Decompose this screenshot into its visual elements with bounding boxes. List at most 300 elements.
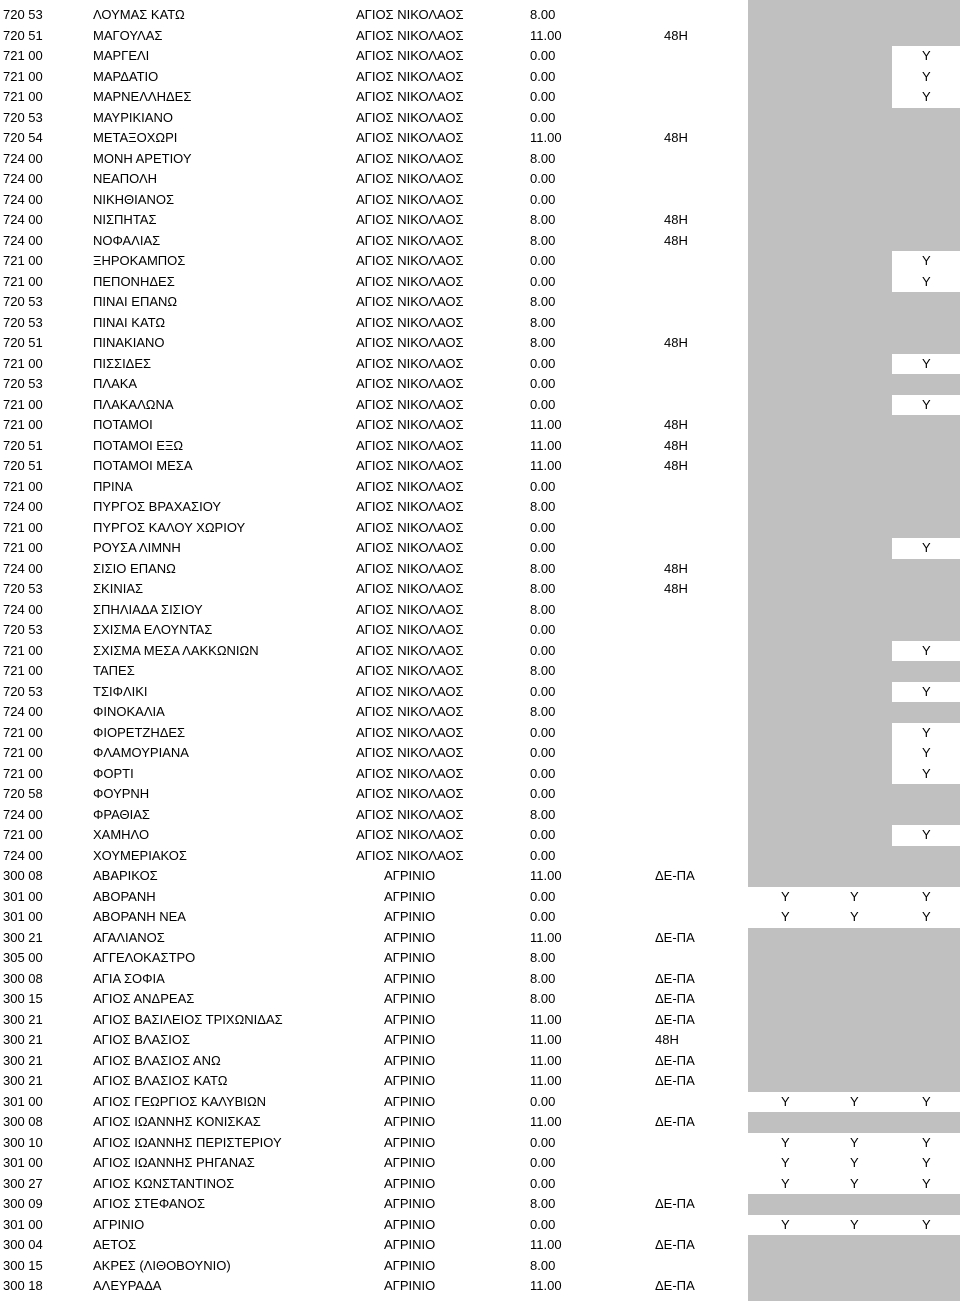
postal-code-cell: 720 58 [3,786,43,801]
flag-3-cell: Υ [922,888,931,904]
delivery-time-cell: 48Η [664,458,688,473]
table-row [0,354,960,375]
postal-code-cell: 721 00 [3,273,43,289]
distance-cell: 0.00 [530,1155,556,1170]
village-name-cell: ΞΗΡΟΚΑΜΠΟΣ [93,253,186,268]
village-name-cell: ΠΙΣΣΙΔΕΣ [93,355,152,371]
village-name-cell: ΣΧΙΣΜΑ ΕΛΟΥΝΤΑΣ [93,622,213,637]
municipality-cell: ΑΓΡΙΝΙΟ [384,1155,436,1170]
village-name-cell: ΦΛΑΜΟΥΡΙΑΝΑ [93,745,189,760]
table-row [0,1071,960,1092]
postal-code-cell: 300 21 [3,1073,43,1088]
flag-1-cell: Υ [781,1175,790,1191]
flag-3-cell: Υ [922,253,931,268]
village-name-cell: ΑΒΟΡΑΝΗ [93,888,156,904]
table-row [0,641,960,662]
distance-cell: 0.00 [530,171,556,186]
postal-code-cell: 724 00 [3,806,43,822]
distance-cell: 8.00 [530,7,556,22]
table-row [0,374,960,395]
village-name-cell: ΑΓΙΟΣ ΒΛΑΣΙΟΣ [93,1032,191,1047]
village-name-cell: ΤΑΠΕΣ [93,663,135,678]
distance-cell: 8.00 [530,499,556,514]
village-name-cell: ΑΓΓΕΛΟΚΑΣΤΡΟ [93,950,196,965]
table-row [0,661,960,682]
postal-code-cell: 300 21 [3,1011,43,1027]
village-name-cell: ΜΑΥΡΙΚΙΑΝΟ [93,109,173,125]
village-name-cell: ΑΓΙΟΣ ΓΕΩΡΓΙΟΣ ΚΑΛΥΒΙΩΝ [93,1093,267,1109]
delivery-time-cell: 48Η [664,130,688,145]
municipality-cell: ΑΓΙΟΣ ΝΙΚΟΛΑΟΣ [356,499,464,514]
delivery-time-cell: ΔΕ-ΠΑ [655,1237,695,1252]
distance-cell: 0.00 [530,765,556,781]
municipality-cell: ΑΓΡΙΝΙΟ [384,1093,436,1109]
village-name-cell: ΑΓΑΛΙΑΝΟΣ [93,929,165,945]
municipality-cell: ΑΓΡΙΝΙΟ [384,888,436,904]
distance-cell: 0.00 [530,724,556,740]
flag-2-cell: Υ [850,909,859,924]
postal-code-cell: 720 51 [3,458,43,473]
delivery-time-cell: 48Η [664,335,688,350]
table-row [0,251,960,272]
distance-cell: 11.00 [530,27,562,43]
postal-code-cell: 721 00 [3,663,43,678]
municipality-cell: ΑΓΙΟΣ ΝΙΚΟΛΑΟΣ [356,560,464,576]
delivery-time-cell: ΔΕ-ΠΑ [655,970,695,986]
table-row [0,436,960,457]
village-name-cell: ΑΒΟΡΑΝΗ ΝΕΑ [93,909,186,924]
table-row [0,805,960,826]
postal-code-cell: 721 00 [3,89,43,104]
flag-2-cell: Υ [850,888,859,904]
village-name-cell: ΠΥΡΓΟΣ ΒΡΑΧΑΣΙΟΥ [93,499,222,514]
distance-cell: 8.00 [530,991,556,1006]
municipality-cell: ΑΓΙΟΣ ΝΙΚΟΛΑΟΣ [356,171,464,186]
postal-code-cell: 301 00 [3,888,43,904]
village-name-cell: ΠΟΤΑΜΟΙ ΕΞΩ [93,437,184,453]
distance-cell: 8.00 [530,560,556,576]
postal-code-cell: 721 00 [3,478,43,494]
flag-3-cell: Υ [922,1093,931,1109]
municipality-cell: ΑΓΙΟΣ ΝΙΚΟΛΑΟΣ [356,130,464,145]
distance-cell: 0.00 [530,1175,556,1191]
municipality-cell: ΑΓΙΟΣ ΝΙΚΟΛΑΟΣ [356,765,464,781]
table-row [0,887,960,908]
distance-cell: 0.00 [530,89,556,104]
distance-cell: 8.00 [530,150,556,166]
postal-code-cell: 300 15 [3,1257,43,1273]
flag-2-cell: Υ [850,1155,859,1170]
flag-2-cell: Υ [850,1175,859,1191]
postal-code-cell: 720 53 [3,7,43,22]
table-row [0,518,960,539]
flag-3-cell: Υ [922,724,931,740]
postal-code-cell: 724 00 [3,601,43,617]
delivery-time-cell: 48Η [664,437,688,453]
flag-3-cell: Υ [922,909,931,924]
distance-cell: 0.00 [530,1134,556,1150]
delivery-time-cell: ΔΕ-ΠΑ [655,1011,695,1027]
municipality-cell: ΑΓΡΙΝΙΟ [384,1114,436,1129]
village-name-cell: ΠΛΑΚΑΛΩΝΑ [93,396,174,412]
municipality-cell: ΑΓΙΟΣ ΝΙΚΟΛΑΟΣ [356,601,464,617]
distance-cell: 11.00 [530,1278,562,1293]
municipality-cell: ΑΓΙΟΣ ΝΙΚΟΛΑΟΣ [356,89,464,104]
table-row [0,313,960,334]
postal-code-cell: 301 00 [3,1155,43,1170]
table-row [0,907,960,928]
distance-cell: 0.00 [530,396,556,412]
postal-code-cell: 300 08 [3,970,43,986]
table-row [0,26,960,47]
village-name-cell: ΣΧΙΣΜΑ ΜΕΣΑ ΛΑΚΚΩΝΙΩΝ [93,642,259,658]
postal-code-cell: 300 21 [3,1032,43,1047]
village-name-cell: ΠΙΝΑΙ ΕΠΑΝΩ [93,294,178,309]
table-row [0,1153,960,1174]
table-row [0,1194,960,1215]
village-name-cell: ΛΟΥΜΑΣ ΚΑΤΩ [93,7,185,22]
municipality-cell: ΑΓΙΟΣ ΝΙΚΟΛΑΟΣ [356,642,464,658]
distance-cell: 8.00 [530,294,556,309]
table-row [0,477,960,498]
distance-cell: 8.00 [530,663,556,678]
table-row [0,928,960,949]
postal-code-cell: 724 00 [3,150,43,166]
postal-code-cell: 724 00 [3,499,43,514]
table-row [0,1092,960,1113]
table-row [0,600,960,621]
distance-cell: 8.00 [530,1196,556,1211]
table-row [0,1030,960,1051]
flag-3-cell: Υ [922,396,931,412]
postal-code-cell: 721 00 [3,355,43,371]
table-row [0,190,960,211]
table-row [0,743,960,764]
village-name-cell: ΣΠΗΛΙΑΔΑ ΣΙΣΙΟΥ [93,601,203,617]
village-name-cell: ΜΕΤΑΞΟΧΩΡΙ [93,130,178,145]
delivery-time-cell: 48Η [664,560,688,576]
municipality-cell: ΑΓΡΙΝΙΟ [384,1032,436,1047]
municipality-cell: ΑΓΡΙΝΙΟ [384,929,436,945]
table-row [0,764,960,785]
village-name-cell: ΜΑΡΝΕΛΛΗΔΕΣ [93,89,192,104]
delivery-time-cell: 48Η [664,212,688,227]
municipality-cell: ΑΓΙΟΣ ΝΙΚΟΛΑΟΣ [356,827,464,842]
flag-2-cell: Υ [850,1216,859,1232]
postal-code-cell: 300 08 [3,868,43,883]
village-name-cell: ΑΒΑΡΙΚΟΣ [93,868,158,883]
table-row [0,1256,960,1277]
municipality-cell: ΑΓΙΟΣ ΝΙΚΟΛΑΟΣ [356,150,464,166]
municipality-cell: ΑΓΙΟΣ ΝΙΚΟΛΑΟΣ [356,724,464,740]
distance-cell: 11.00 [530,437,562,453]
village-name-cell: ΑΓΙΟΣ ΒΛΑΣΙΟΣ ΚΑΤΩ [93,1073,228,1088]
municipality-cell: ΑΓΙΟΣ ΝΙΚΟΛΑΟΣ [356,704,464,719]
distance-cell: 8.00 [530,950,556,965]
distance-cell: 0.00 [530,1093,556,1109]
distance-cell: 8.00 [530,232,556,248]
flag-3-cell: Υ [922,48,931,63]
delivery-time-cell: ΔΕ-ΠΑ [655,1052,695,1068]
distance-cell: 0.00 [530,540,556,555]
village-name-cell: ΧΟΥΜΕΡΙΑΚΟΣ [93,847,187,863]
flag-3-cell: Υ [922,1155,931,1170]
delivery-time-cell: ΔΕ-ΠΑ [655,929,695,945]
distance-cell: 11.00 [530,1032,562,1047]
village-name-cell: ΠΥΡΓΟΣ ΚΑΛΟΥ ΧΩΡΙΟΥ [93,519,246,535]
postal-code-cell: 721 00 [3,724,43,740]
table-row [0,1276,960,1297]
delivery-time-cell: 48Η [664,27,688,43]
village-name-cell: ΣΚΙΝΙΑΣ [93,581,144,596]
municipality-cell: ΑΓΙΟΣ ΝΙΚΟΛΑΟΣ [356,232,464,248]
flag-3-cell: Υ [922,273,931,289]
distance-cell: 0.00 [530,1216,556,1232]
distance-cell: 11.00 [530,1073,562,1088]
delivery-time-cell: ΔΕ-ΠΑ [655,1073,695,1088]
flag-3-cell: Υ [922,1134,931,1150]
municipality-cell: ΑΓΙΟΣ ΝΙΚΟΛΑΟΣ [356,396,464,412]
distance-cell: 11.00 [530,868,562,883]
distance-cell: 11.00 [530,1237,562,1252]
municipality-cell: ΑΓΡΙΝΙΟ [384,1134,436,1150]
postal-code-cell: 724 00 [3,847,43,863]
postal-code-cell: 300 21 [3,929,43,945]
postal-code-cell: 721 00 [3,68,43,84]
table-row [0,169,960,190]
flag-3-cell: Υ [922,642,931,658]
delivery-time-cell: 48Η [664,417,688,432]
distance-cell: 0.00 [530,622,556,637]
distance-cell: 0.00 [530,48,556,63]
flag-1-cell: Υ [781,1216,790,1232]
municipality-cell: ΑΓΙΟΣ ΝΙΚΟΛΑΟΣ [356,622,464,637]
distance-cell: 0.00 [530,355,556,371]
distance-cell: 11.00 [530,1011,562,1027]
municipality-cell: ΑΓΙΟΣ ΝΙΚΟΛΑΟΣ [356,355,464,371]
village-name-cell: ΑΓΙΟΣ ΑΝΔΡΕΑΣ [93,991,195,1006]
municipality-cell: ΑΓΡΙΝΙΟ [384,1278,436,1293]
distance-cell: 8.00 [530,970,556,986]
delivery-time-cell: ΔΕ-ΠΑ [655,1114,695,1129]
municipality-cell: ΑΓΡΙΝΙΟ [384,991,436,1006]
table-row [0,395,960,416]
postal-code-cell: 724 00 [3,191,43,207]
distance-cell: 0.00 [530,376,556,391]
postal-code-cell: 301 00 [3,1216,43,1232]
village-name-cell: ΠΛΑΚΑ [93,376,138,391]
postal-code-cell: 721 00 [3,745,43,760]
flag-2-cell: Υ [850,1134,859,1150]
table-row [0,1174,960,1195]
table-row [0,497,960,518]
village-name-cell: ΑΓΙΟΣ ΙΩΑΝΝΗΣ ΚΟΝΙΣΚΑΣ [93,1114,261,1129]
table-row [0,456,960,477]
postal-code-cell: 721 00 [3,519,43,535]
table-row [0,231,960,252]
postal-code-cell: 724 00 [3,704,43,719]
table-row [0,846,960,867]
municipality-cell: ΑΓΙΟΣ ΝΙΚΟΛΑΟΣ [356,519,464,535]
postal-code-cell: 721 00 [3,642,43,658]
flag-3-cell: Υ [922,68,931,84]
municipality-cell: ΑΓΙΟΣ ΝΙΚΟΛΑΟΣ [356,478,464,494]
village-name-cell: ΑΓΙΟΣ ΒΛΑΣΙΟΣ ΑΝΩ [93,1052,221,1068]
distance-cell: 0.00 [530,68,556,84]
table-row [0,5,960,26]
municipality-cell: ΑΓΙΟΣ ΝΙΚΟΛΑΟΣ [356,786,464,801]
village-name-cell: ΠΙΝΑΙ ΚΑΤΩ [93,314,166,330]
table-row [0,1010,960,1031]
flag-3-cell: Υ [922,540,931,555]
village-name-cell: ΜΑΡΔΑΤΙΟ [93,68,159,84]
municipality-cell: ΑΓΡΙΝΙΟ [384,1011,436,1027]
postal-code-cell: 720 53 [3,622,43,637]
distance-cell: 8.00 [530,601,556,617]
table-row [0,128,960,149]
municipality-cell: ΑΓΙΟΣ ΝΙΚΟΛΑΟΣ [356,212,464,227]
delivery-time-cell: 48Η [664,581,688,596]
table-row [0,1112,960,1133]
distance-cell: 0.00 [530,478,556,494]
municipality-cell: ΑΓΙΟΣ ΝΙΚΟΛΑΟΣ [356,540,464,555]
municipality-cell: ΑΓΙΟΣ ΝΙΚΟΛΑΟΣ [356,48,464,63]
village-name-cell: ΠΡΙΝΑ [93,478,133,494]
village-name-cell: ΦΙΟΡΕΤΖΗΔΕΣ [93,724,186,740]
municipality-cell: ΑΓΙΟΣ ΝΙΚΟΛΑΟΣ [356,663,464,678]
municipality-cell: ΑΓΙΟΣ ΝΙΚΟΛΑΟΣ [356,273,464,289]
delivery-time-cell: ΔΕ-ΠΑ [655,1196,695,1211]
flag-3-cell: Υ [922,1216,931,1232]
postal-code-cell: 721 00 [3,396,43,412]
postal-code-cell: 721 00 [3,253,43,268]
table-row [0,538,960,559]
municipality-cell: ΑΓΙΟΣ ΝΙΚΟΛΑΟΣ [356,335,464,350]
village-table [0,5,960,1297]
village-name-cell: ΦΡΑΘΙΑΣ [93,806,150,822]
municipality-cell: ΑΓΙΟΣ ΝΙΚΟΛΑΟΣ [356,581,464,596]
village-name-cell: ΡΟΥΣΑ ΛΙΜΝΗ [93,540,181,555]
municipality-cell: ΑΓΡΙΝΙΟ [384,1216,436,1232]
table-row [0,723,960,744]
village-name-cell: ΜΑΓΟΥΛΑΣ [93,27,163,43]
village-name-cell: ΝΕΑΠΟΛΗ [93,171,158,186]
distance-cell: 0.00 [530,847,556,863]
flag-3-cell: Υ [922,683,931,699]
table-row [0,1051,960,1072]
distance-cell: 0.00 [530,273,556,289]
village-name-cell: ΤΣΙΦΛΙΚΙ [93,683,148,699]
distance-cell: 11.00 [530,458,562,473]
postal-code-cell: 720 51 [3,437,43,453]
table-row [0,682,960,703]
municipality-cell: ΑΓΙΟΣ ΝΙΚΟΛΑΟΣ [356,458,464,473]
postal-code-cell: 724 00 [3,171,43,186]
table-row [0,579,960,600]
village-name-cell: ΑΚΡΕΣ (ΛΙΘΟΒΟΥΝΙΟ) [93,1257,231,1273]
distance-cell: 0.00 [530,253,556,268]
municipality-cell: ΑΓΙΟΣ ΝΙΚΟΛΑΟΣ [356,806,464,822]
flag-3-cell: Υ [922,765,931,781]
delivery-time-cell: 48Η [655,1032,679,1047]
table-row [0,784,960,805]
postal-code-cell: 721 00 [3,765,43,781]
postal-code-cell: 300 18 [3,1278,43,1293]
municipality-cell: ΑΓΙΟΣ ΝΙΚΟΛΑΟΣ [356,745,464,760]
postal-code-cell: 300 10 [3,1134,43,1150]
table-row [0,210,960,231]
table-row [0,1235,960,1256]
village-name-cell: ΜΟΝΗ ΑΡΕΤΙΟΥ [93,150,192,166]
distance-cell: 0.00 [530,642,556,658]
village-name-cell: ΝΟΦΑΛΙΑΣ [93,232,161,248]
municipality-cell: ΑΓΡΙΝΙΟ [384,1237,436,1252]
village-name-cell: ΠΙΝΑΚΙΑΝΟ [93,335,165,350]
distance-cell: 8.00 [530,314,556,330]
municipality-cell: ΑΓΙΟΣ ΝΙΚΟΛΑΟΣ [356,253,464,268]
flag-3-cell: Υ [922,355,931,371]
table-row [0,87,960,108]
village-name-cell: ΝΙΣΠΗΤΑΣ [93,212,157,227]
postal-code-cell: 724 00 [3,232,43,248]
postal-code-cell: 300 15 [3,991,43,1006]
postal-code-cell: 724 00 [3,212,43,227]
distance-cell: 0.00 [530,888,556,904]
municipality-cell: ΑΓΙΟΣ ΝΙΚΟΛΑΟΣ [356,7,464,22]
table-row [0,1133,960,1154]
postal-code-cell: 305 00 [3,950,43,965]
distance-cell: 8.00 [530,335,556,350]
table-row [0,108,960,129]
village-name-cell: ΠΟΤΑΜΟΙ ΜΕΣΑ [93,458,193,473]
delivery-time-cell: ΔΕ-ΠΑ [655,1278,695,1293]
table-row [0,620,960,641]
postal-code-cell: 721 00 [3,540,43,555]
table-row [0,948,960,969]
table-row [0,989,960,1010]
distance-cell: 8.00 [530,212,556,227]
delivery-time-cell: 48Η [664,232,688,248]
postal-code-cell: 301 00 [3,1093,43,1109]
flag-3-cell: Υ [922,1175,931,1191]
village-name-cell: ΑΓΡΙΝΙΟ [93,1216,145,1232]
municipality-cell: ΑΓΡΙΝΙΟ [384,1257,436,1273]
table-row [0,292,960,313]
distance-cell: 11.00 [530,417,562,432]
village-name-cell: ΣΙΣΙΟ ΕΠΑΝΩ [93,560,176,576]
table-row [0,1215,960,1236]
table-row [0,333,960,354]
municipality-cell: ΑΓΙΟΣ ΝΙΚΟΛΑΟΣ [356,437,464,453]
municipality-cell: ΑΓΡΙΝΙΟ [384,1196,436,1211]
postal-code-cell: 720 54 [3,130,43,145]
municipality-cell: ΑΓΙΟΣ ΝΙΚΟΛΑΟΣ [356,376,464,391]
postal-code-cell: 300 27 [3,1175,43,1191]
municipality-cell: ΑΓΡΙΝΙΟ [384,1073,436,1088]
distance-cell: 8.00 [530,806,556,822]
postal-code-cell: 300 09 [3,1196,43,1211]
distance-cell: 0.00 [530,909,556,924]
postal-code-cell: 300 21 [3,1052,43,1068]
distance-cell: 0.00 [530,683,556,699]
flag-1-cell: Υ [781,888,790,904]
postal-code-cell: 720 53 [3,109,43,125]
village-name-cell: ΑΓΙΟΣ ΙΩΑΝΝΗΣ ΠΕΡΙΣΤΕΡΙΟΥ [93,1134,282,1150]
village-name-cell: ΑΓΙΑ ΣΟΦΙΑ [93,970,165,986]
distance-cell: 0.00 [530,745,556,760]
table-row [0,559,960,580]
village-name-cell: ΦΟΡΤΙ [93,765,134,781]
